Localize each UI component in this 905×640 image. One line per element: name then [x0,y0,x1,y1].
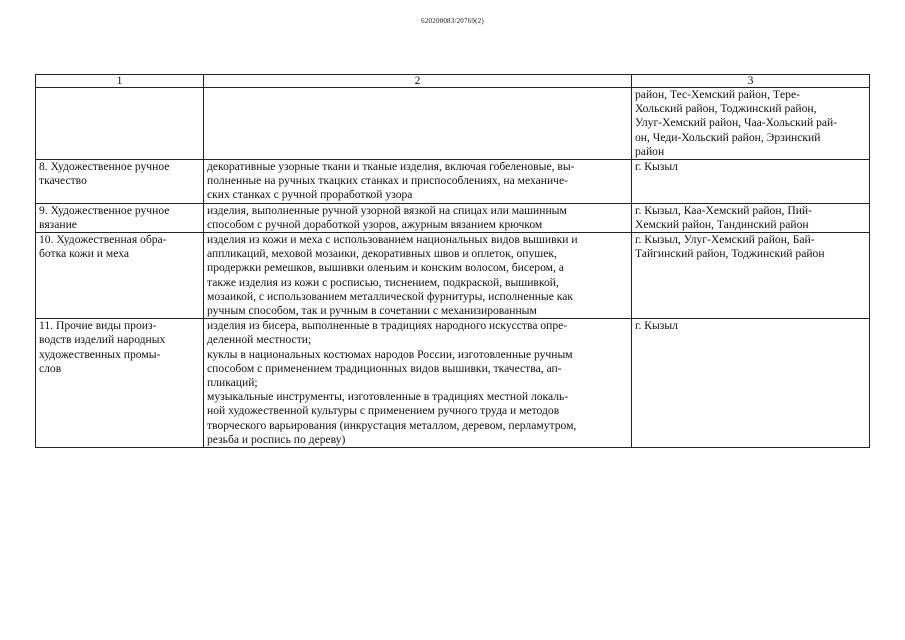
header-col-1: 1 [36,75,204,88]
description-line: ручным способом, так и ручным в сочетании с механизированным [207,304,537,318]
location-line: он, Чеди-Хольский район, Эрзинский [635,130,821,144]
description-line: пликаций; [207,376,258,390]
table-row [36,319,870,448]
table-row [36,203,870,232]
craft-location-cell [632,88,870,160]
document-id: 620200083/20769(2) [421,17,484,25]
crafts-table [35,74,870,448]
description-line: способом с применением традиционных видов вышивки, ткачества, ап- [207,361,562,375]
location-line: г. Кызыл [635,160,678,174]
description-line: куклы в национальных костюмах народов России, изготовленные ручным [207,347,573,361]
description-line: аппликаций, меховой мозаики, декоративных швов и оплеток, опушек, [207,247,557,261]
description-line: также изделия из кожи с росписью, тиснением, подкраской, вышивкой, [207,275,559,289]
description-line: полненные на ручных ткацких станках и приспособлениях, на механиче- [207,174,569,188]
description-line: декоративные узорные ткани и тканые изделия, включая гобеленовые, вы- [207,160,575,174]
description-line: творческого варьирования (инкрустация металлом, деревом, перламутром, [207,418,577,432]
description-line: ских станках с ручной проработкой узора [207,188,413,202]
craft-description-cell [204,319,632,448]
craft-name-line: вязание [39,217,77,231]
description-line: музыкальные инструменты, изготовленные в традициях местной локаль- [207,390,569,404]
craft-location-cell [632,319,870,448]
craft-name-line: 8. Художественное ручное [39,160,170,174]
craft-name-line: водств изделий народных [39,333,166,347]
craft-location-cell [632,160,870,204]
description-line: ной художественной культуры с применением ручного труда и методов [207,404,560,418]
craft-description-cell [204,233,632,319]
craft-description-cell [204,88,632,160]
description-line: деленной местности; [207,333,312,347]
craft-description-cell [204,160,632,204]
location-line: Хемский район, Тандинский район [635,217,809,231]
location-line: район, Тес-Хемский район, Tере- [635,88,800,101]
craft-description-cell [204,203,632,232]
location-line: г. Кызыл, Каа-Хемский район, Пий- [635,203,812,217]
location-line: г. Кызыл [635,319,678,333]
craft-location-cell [632,203,870,232]
description-line: резьба и роспись по дереву) [207,432,346,446]
craft-name-cell [36,160,204,204]
header-row [36,75,870,88]
location-line: Тайгинский район, Тоджинский район [635,247,825,261]
location-line: Улуг-Хемский район, Чаа-Хольский рай- [635,116,838,130]
craft-name-line: 9. Художественное ручное [39,203,170,217]
craft-name-cell [36,203,204,232]
description-line: изделия, выполненные ручной узорной вязкой на спицах или машинным [207,203,567,217]
location-line: Хольский район, Тоджинский район, [635,102,817,116]
craft-location-cell [632,233,870,319]
table-body [36,88,870,448]
description-line: мозаикой, с использованием металлической фурнитуры, исполненные как [207,289,573,303]
table-row [36,160,870,204]
header-col-2: 2 [204,75,632,88]
craft-name-cell [36,319,204,448]
craft-name-line: художественных промы- [39,347,161,361]
header-col-3: 3 [632,75,870,88]
description-line: изделия из бисера, выполненные в традициях народного искусства опре- [207,319,568,333]
table-row [36,233,870,319]
craft-name-cell [36,233,204,319]
craft-name-line: ткачество [39,174,87,188]
craft-name-line: слов [39,361,62,375]
table-row [36,88,870,160]
craft-name-cell [36,88,204,160]
description-line: изделия из кожи и меха с использованием национальных видов вышивки и [207,233,578,247]
description-line: продержки ремешков, вышивки оленьим и конским волосом, бисером, а [207,261,564,275]
location-line: район [635,144,665,158]
craft-name-line: 11. Прочие виды произ- [39,319,157,333]
craft-name-line: ботка кожи и меха [39,247,129,261]
location-line: г. Кызыл, Улуг-Хемский район, Бай- [635,233,815,247]
craft-name-line: 10. Художественная обра- [39,233,167,247]
description-line: способом с ручной доработкой узоров, ажурным вязанием крючком [207,217,543,231]
